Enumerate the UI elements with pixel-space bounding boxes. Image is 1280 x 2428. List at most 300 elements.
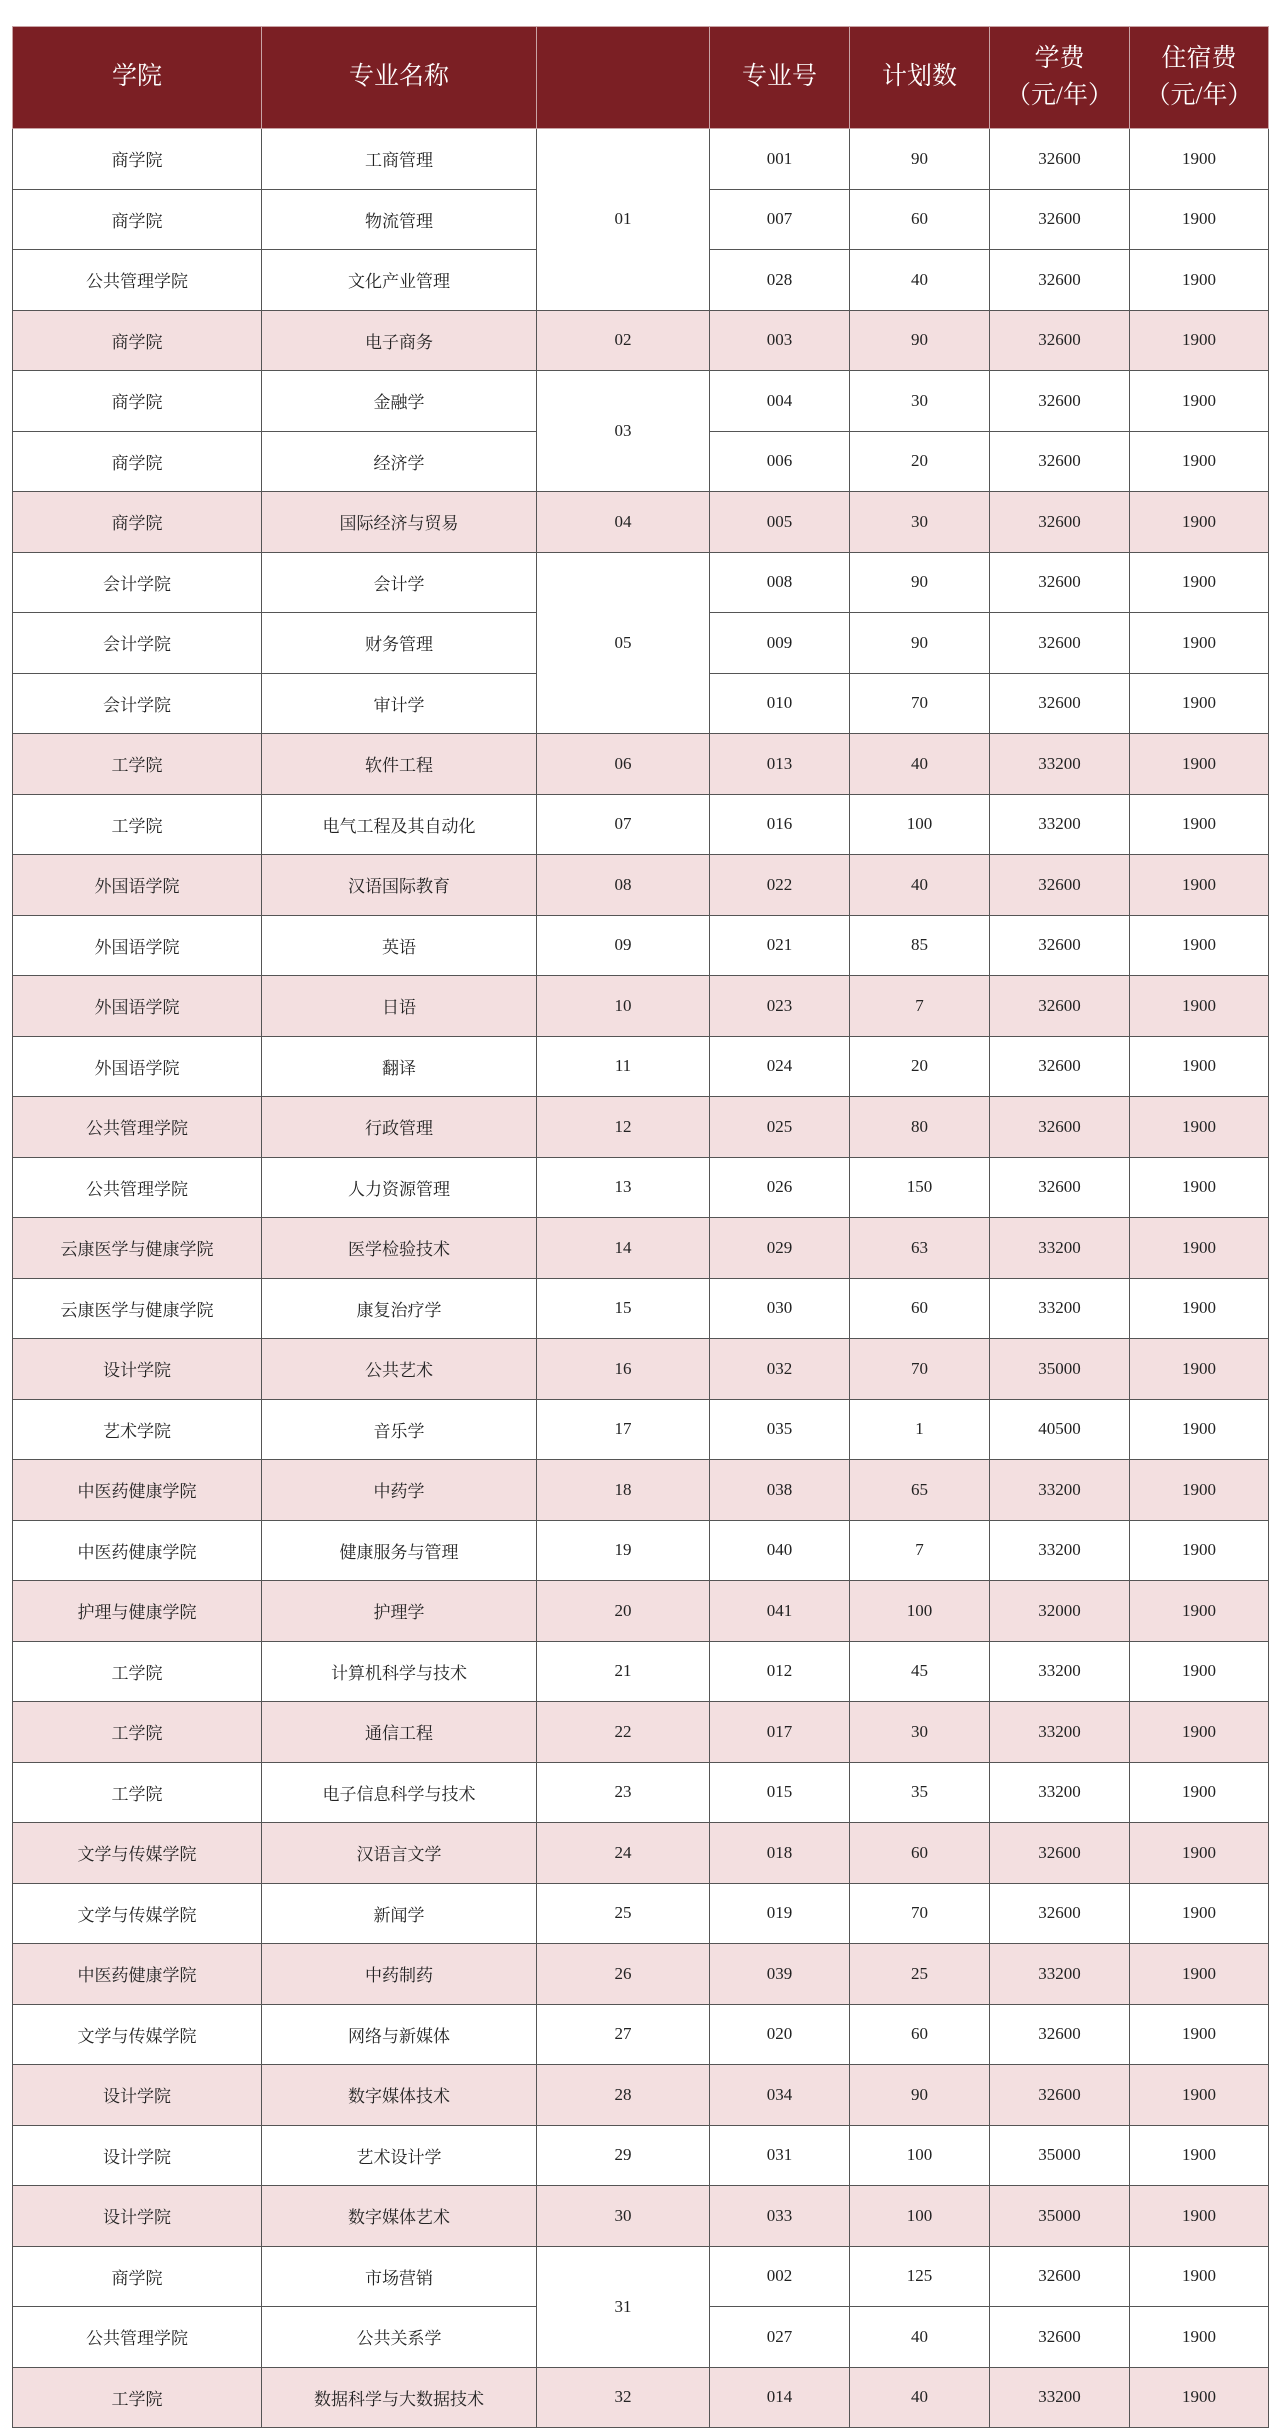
cell-plan-count: 7 <box>850 1520 990 1581</box>
cell-major: 艺术设计学 <box>262 2125 537 2186</box>
cell-plan-count: 90 <box>850 552 990 613</box>
cell-plan-count: 150 <box>850 1157 990 1218</box>
cell-college: 公共管理学院 <box>13 1097 262 1158</box>
table-row <box>13 371 1269 432</box>
table-row <box>13 1883 1269 1944</box>
cell-dorm-fee: 1900 <box>1130 855 1269 916</box>
cell-plan-count: 40 <box>850 2307 990 2368</box>
cell-group: 26 <box>537 1944 710 2005</box>
cell-college: 外国语学院 <box>13 976 262 1037</box>
cell-group: 30 <box>537 2186 710 2247</box>
cell-dorm-fee: 1900 <box>1130 2186 1269 2247</box>
cell-major: 审计学 <box>262 673 537 734</box>
cell-plan-count: 125 <box>850 2246 990 2307</box>
cell-plan-count: 20 <box>850 1036 990 1097</box>
cell-plan-count: 85 <box>850 915 990 976</box>
cell-college: 公共管理学院 <box>13 1157 262 1218</box>
table-row <box>13 1339 1269 1400</box>
cell-major-code: 019 <box>710 1883 850 1944</box>
table-row <box>13 492 1269 553</box>
cell-plan-count: 100 <box>850 794 990 855</box>
cell-group: 04 <box>537 492 710 553</box>
cell-major: 中药制药 <box>262 1944 537 2005</box>
cell-group: 25 <box>537 1883 710 1944</box>
cell-tuition: 32600 <box>990 2307 1130 2368</box>
cell-major: 中药学 <box>262 1460 537 1521</box>
cell-plan-count: 90 <box>850 2065 990 2126</box>
table-row <box>13 2367 1269 2428</box>
cell-tuition: 35000 <box>990 2125 1130 2186</box>
cell-major: 软件工程 <box>262 734 537 795</box>
table-row <box>13 1702 1269 1763</box>
cell-group: 28 <box>537 2065 710 2126</box>
cell-tuition: 35000 <box>990 1339 1130 1400</box>
cell-plan-count: 20 <box>850 431 990 492</box>
cell-major: 文化产业管理 <box>262 250 537 311</box>
cell-college: 工学院 <box>13 1702 262 1763</box>
cell-college: 中医药健康学院 <box>13 1944 262 2005</box>
cell-tuition: 32600 <box>990 1823 1130 1884</box>
cell-college: 工学院 <box>13 2367 262 2428</box>
cell-dorm-fee: 1900 <box>1130 915 1269 976</box>
cell-tuition: 32600 <box>990 371 1130 432</box>
cell-major-code: 002 <box>710 2246 850 2307</box>
cell-dorm-fee: 1900 <box>1130 2004 1269 2065</box>
cell-major-code: 029 <box>710 1218 850 1279</box>
cell-group: 22 <box>537 1702 710 1763</box>
cell-plan-count: 35 <box>850 1762 990 1823</box>
cell-tuition: 32600 <box>990 915 1130 976</box>
cell-major: 数据科学与大数据技术 <box>262 2367 537 2428</box>
cell-major-code: 013 <box>710 734 850 795</box>
cell-college: 设计学院 <box>13 2125 262 2186</box>
cell-college: 工学院 <box>13 734 262 795</box>
table-row <box>13 1278 1269 1339</box>
table-row <box>13 855 1269 916</box>
cell-major-code: 001 <box>710 129 850 190</box>
cell-major-code: 038 <box>710 1460 850 1521</box>
cell-plan-count: 63 <box>850 1218 990 1279</box>
cell-major-code: 007 <box>710 189 850 250</box>
cell-plan-count: 100 <box>850 2186 990 2247</box>
table-row <box>13 1581 1269 1642</box>
cell-plan-count: 40 <box>850 734 990 795</box>
cell-group: 13 <box>537 1157 710 1218</box>
cell-plan-count: 60 <box>850 189 990 250</box>
cell-tuition: 32600 <box>990 855 1130 916</box>
cell-group: 20 <box>537 1581 710 1642</box>
cell-college: 设计学院 <box>13 1339 262 1400</box>
cell-major-code: 035 <box>710 1399 850 1460</box>
table-header-row <box>13 27 1269 129</box>
cell-dorm-fee: 1900 <box>1130 1641 1269 1702</box>
cell-major-code: 031 <box>710 2125 850 2186</box>
cell-college: 云康医学与健康学院 <box>13 1218 262 1279</box>
cell-college: 工学院 <box>13 1762 262 1823</box>
cell-college: 商学院 <box>13 492 262 553</box>
cell-major-code: 032 <box>710 1339 850 1400</box>
cell-major: 工商管理 <box>262 129 537 190</box>
cell-major: 市场营销 <box>262 2246 537 2307</box>
cell-major: 电子商务 <box>262 310 537 371</box>
cell-tuition: 33200 <box>990 734 1130 795</box>
cell-plan-count: 40 <box>850 855 990 916</box>
cell-major: 通信工程 <box>262 1702 537 1763</box>
cell-tuition: 32600 <box>990 673 1130 734</box>
cell-dorm-fee: 1900 <box>1130 1339 1269 1400</box>
cell-group: 18 <box>537 1460 710 1521</box>
cell-group: 11 <box>537 1036 710 1097</box>
cell-dorm-fee: 1900 <box>1130 1762 1269 1823</box>
cell-major: 财务管理 <box>262 613 537 674</box>
header-plan-count: 计划数 <box>850 27 990 129</box>
table-row <box>13 915 1269 976</box>
header-group <box>537 27 710 129</box>
cell-college: 会计学院 <box>13 673 262 734</box>
table-row <box>13 2065 1269 2126</box>
cell-dorm-fee: 1900 <box>1130 371 1269 432</box>
table-row <box>13 2186 1269 2247</box>
cell-major-code: 006 <box>710 431 850 492</box>
cell-plan-count: 7 <box>850 976 990 1037</box>
cell-plan-count: 80 <box>850 1097 990 1158</box>
table-row <box>13 310 1269 371</box>
cell-tuition: 33200 <box>990 1520 1130 1581</box>
table-row <box>13 734 1269 795</box>
cell-tuition: 33200 <box>990 1702 1130 1763</box>
cell-college: 商学院 <box>13 189 262 250</box>
enrollment-plan-table <box>12 26 1269 2428</box>
table-row <box>13 1157 1269 1218</box>
table-row <box>13 1036 1269 1097</box>
cell-plan-count: 60 <box>850 2004 990 2065</box>
cell-major: 康复治疗学 <box>262 1278 537 1339</box>
cell-group: 31 <box>537 2246 710 2367</box>
cell-dorm-fee: 1900 <box>1130 1944 1269 2005</box>
cell-major-code: 033 <box>710 2186 850 2247</box>
cell-tuition: 33200 <box>990 1460 1130 1521</box>
cell-major-code: 030 <box>710 1278 850 1339</box>
table-row <box>13 1097 1269 1158</box>
cell-major-code: 040 <box>710 1520 850 1581</box>
cell-dorm-fee: 1900 <box>1130 734 1269 795</box>
cell-major-code: 012 <box>710 1641 850 1702</box>
cell-group: 03 <box>537 371 710 492</box>
cell-major: 新闻学 <box>262 1883 537 1944</box>
cell-major-code: 003 <box>710 310 850 371</box>
cell-college: 商学院 <box>13 371 262 432</box>
cell-dorm-fee: 1900 <box>1130 250 1269 311</box>
cell-major-code: 018 <box>710 1823 850 1884</box>
cell-college: 文学与传媒学院 <box>13 1883 262 1944</box>
cell-tuition: 32600 <box>990 2065 1130 2126</box>
cell-major: 健康服务与管理 <box>262 1520 537 1581</box>
cell-major-code: 021 <box>710 915 850 976</box>
cell-plan-count: 70 <box>850 673 990 734</box>
cell-major-code: 034 <box>710 2065 850 2126</box>
cell-major: 人力资源管理 <box>262 1157 537 1218</box>
cell-dorm-fee: 1900 <box>1130 189 1269 250</box>
header-major: 专业名称 <box>262 27 537 129</box>
cell-group: 23 <box>537 1762 710 1823</box>
cell-dorm-fee: 1900 <box>1130 1823 1269 1884</box>
cell-tuition: 33200 <box>990 1762 1130 1823</box>
cell-group: 17 <box>537 1399 710 1460</box>
cell-group: 09 <box>537 915 710 976</box>
cell-group: 32 <box>537 2367 710 2428</box>
cell-plan-count: 40 <box>850 2367 990 2428</box>
table-row <box>13 552 1269 613</box>
cell-major: 公共艺术 <box>262 1339 537 1400</box>
cell-major: 网络与新媒体 <box>262 2004 537 2065</box>
cell-major-code: 005 <box>710 492 850 553</box>
cell-dorm-fee: 1900 <box>1130 2065 1269 2126</box>
cell-tuition: 32600 <box>990 431 1130 492</box>
cell-dorm-fee: 1900 <box>1130 1399 1269 1460</box>
cell-tuition: 40500 <box>990 1399 1130 1460</box>
cell-major: 国际经济与贸易 <box>262 492 537 553</box>
cell-major: 公共关系学 <box>262 2307 537 2368</box>
table-row <box>13 1944 1269 2005</box>
cell-tuition: 32600 <box>990 310 1130 371</box>
cell-major: 数字媒体艺术 <box>262 2186 537 2247</box>
cell-group: 05 <box>537 552 710 734</box>
cell-dorm-fee: 1900 <box>1130 1278 1269 1339</box>
cell-college: 外国语学院 <box>13 915 262 976</box>
cell-college: 云康医学与健康学院 <box>13 1278 262 1339</box>
cell-group: 21 <box>537 1641 710 1702</box>
cell-major: 护理学 <box>262 1581 537 1642</box>
cell-dorm-fee: 1900 <box>1130 613 1269 674</box>
cell-dorm-fee: 1900 <box>1130 1702 1269 1763</box>
cell-tuition: 32600 <box>990 250 1130 311</box>
cell-plan-count: 100 <box>850 1581 990 1642</box>
cell-tuition: 32600 <box>990 552 1130 613</box>
cell-group: 16 <box>537 1339 710 1400</box>
cell-plan-count: 45 <box>850 1641 990 1702</box>
table-row <box>13 1823 1269 1884</box>
cell-plan-count: 70 <box>850 1339 990 1400</box>
cell-tuition: 32600 <box>990 189 1130 250</box>
cell-plan-count: 25 <box>850 1944 990 2005</box>
cell-major-code: 023 <box>710 976 850 1037</box>
cell-dorm-fee: 1900 <box>1130 1097 1269 1158</box>
cell-college: 商学院 <box>13 129 262 190</box>
table-row <box>13 1218 1269 1279</box>
cell-college: 中医药健康学院 <box>13 1520 262 1581</box>
cell-dorm-fee: 1900 <box>1130 1883 1269 1944</box>
cell-major: 数字媒体技术 <box>262 2065 537 2126</box>
table-row <box>13 794 1269 855</box>
cell-plan-count: 30 <box>850 371 990 432</box>
cell-major: 金融学 <box>262 371 537 432</box>
table-row <box>13 2246 1269 2307</box>
cell-tuition: 32600 <box>990 2004 1130 2065</box>
cell-major-code: 026 <box>710 1157 850 1218</box>
cell-plan-count: 60 <box>850 1278 990 1339</box>
cell-dorm-fee: 1900 <box>1130 2367 1269 2428</box>
cell-group: 24 <box>537 1823 710 1884</box>
cell-major-code: 010 <box>710 673 850 734</box>
cell-major: 会计学 <box>262 552 537 613</box>
cell-college: 商学院 <box>13 310 262 371</box>
cell-dorm-fee: 1900 <box>1130 1036 1269 1097</box>
cell-tuition: 32600 <box>990 1036 1130 1097</box>
cell-dorm-fee: 1900 <box>1130 794 1269 855</box>
cell-group: 14 <box>537 1218 710 1279</box>
cell-dorm-fee: 1900 <box>1130 492 1269 553</box>
cell-college: 商学院 <box>13 431 262 492</box>
cell-major: 物流管理 <box>262 189 537 250</box>
cell-tuition: 32600 <box>990 129 1130 190</box>
cell-dorm-fee: 1900 <box>1130 976 1269 1037</box>
cell-group: 19 <box>537 1520 710 1581</box>
cell-major: 汉语国际教育 <box>262 855 537 916</box>
cell-major-code: 004 <box>710 371 850 432</box>
cell-major-code: 041 <box>710 1581 850 1642</box>
cell-major-code: 008 <box>710 552 850 613</box>
cell-major-code: 020 <box>710 2004 850 2065</box>
cell-group: 29 <box>537 2125 710 2186</box>
header-dorm-fee: 住宿费 （元/年） <box>1130 27 1269 129</box>
cell-college: 艺术学院 <box>13 1399 262 1460</box>
cell-group: 12 <box>537 1097 710 1158</box>
cell-dorm-fee: 1900 <box>1130 2307 1269 2368</box>
cell-group: 01 <box>537 129 710 311</box>
cell-tuition: 32600 <box>990 1097 1130 1158</box>
table-row <box>13 1641 1269 1702</box>
cell-dorm-fee: 1900 <box>1130 431 1269 492</box>
cell-college: 工学院 <box>13 794 262 855</box>
cell-group: 07 <box>537 794 710 855</box>
cell-major-code: 022 <box>710 855 850 916</box>
table-row <box>13 2125 1269 2186</box>
cell-plan-count: 30 <box>850 1702 990 1763</box>
cell-plan-count: 60 <box>850 1823 990 1884</box>
cell-major: 电气工程及其自动化 <box>262 794 537 855</box>
table-row <box>13 1460 1269 1521</box>
cell-college: 会计学院 <box>13 613 262 674</box>
cell-major: 电子信息科学与技术 <box>262 1762 537 1823</box>
cell-dorm-fee: 1900 <box>1130 1218 1269 1279</box>
cell-major-code: 024 <box>710 1036 850 1097</box>
cell-tuition: 32600 <box>990 976 1130 1037</box>
cell-major: 翻译 <box>262 1036 537 1097</box>
cell-dorm-fee: 1900 <box>1130 129 1269 190</box>
cell-dorm-fee: 1900 <box>1130 673 1269 734</box>
cell-major-code: 015 <box>710 1762 850 1823</box>
cell-group: 02 <box>537 310 710 371</box>
cell-college: 商学院 <box>13 2246 262 2307</box>
cell-major: 日语 <box>262 976 537 1037</box>
cell-major: 英语 <box>262 915 537 976</box>
cell-plan-count: 90 <box>850 613 990 674</box>
cell-dorm-fee: 1900 <box>1130 1157 1269 1218</box>
cell-dorm-fee: 1900 <box>1130 2246 1269 2307</box>
cell-college: 护理与健康学院 <box>13 1581 262 1642</box>
header-major-code: 专业号 <box>710 27 850 129</box>
cell-tuition: 33200 <box>990 1944 1130 2005</box>
table-row <box>13 1399 1269 1460</box>
table-row <box>13 1520 1269 1581</box>
cell-major-code: 009 <box>710 613 850 674</box>
cell-plan-count: 65 <box>850 1460 990 1521</box>
cell-plan-count: 30 <box>850 492 990 553</box>
cell-tuition: 33200 <box>990 2367 1130 2428</box>
cell-plan-count: 1 <box>850 1399 990 1460</box>
header-college: 学院 <box>13 27 262 129</box>
cell-major-code: 017 <box>710 1702 850 1763</box>
table-row <box>13 976 1269 1037</box>
cell-tuition: 33200 <box>990 1218 1130 1279</box>
cell-college: 设计学院 <box>13 2065 262 2126</box>
table-body <box>13 129 1269 2428</box>
cell-college: 工学院 <box>13 1641 262 1702</box>
cell-college: 文学与传媒学院 <box>13 1823 262 1884</box>
cell-tuition: 32600 <box>990 613 1130 674</box>
cell-college: 公共管理学院 <box>13 2307 262 2368</box>
cell-tuition: 32600 <box>990 1883 1130 1944</box>
cell-major: 汉语言文学 <box>262 1823 537 1884</box>
cell-tuition: 33200 <box>990 1278 1130 1339</box>
cell-college: 外国语学院 <box>13 1036 262 1097</box>
cell-group: 06 <box>537 734 710 795</box>
cell-tuition: 33200 <box>990 1641 1130 1702</box>
cell-major-code: 028 <box>710 250 850 311</box>
cell-plan-count: 100 <box>850 2125 990 2186</box>
header-tuition: 学费 （元/年） <box>990 27 1130 129</box>
cell-group: 10 <box>537 976 710 1037</box>
cell-tuition: 32600 <box>990 492 1130 553</box>
cell-group: 08 <box>537 855 710 916</box>
cell-major: 医学检验技术 <box>262 1218 537 1279</box>
cell-college: 设计学院 <box>13 2186 262 2247</box>
cell-dorm-fee: 1900 <box>1130 1460 1269 1521</box>
table-row <box>13 1762 1269 1823</box>
table-row <box>13 129 1269 190</box>
cell-plan-count: 90 <box>850 129 990 190</box>
cell-tuition: 32600 <box>990 2246 1130 2307</box>
cell-dorm-fee: 1900 <box>1130 310 1269 371</box>
cell-plan-count: 40 <box>850 250 990 311</box>
cell-major-code: 027 <box>710 2307 850 2368</box>
cell-plan-count: 70 <box>850 1883 990 1944</box>
cell-major: 经济学 <box>262 431 537 492</box>
cell-major: 计算机科学与技术 <box>262 1641 537 1702</box>
cell-major: 行政管理 <box>262 1097 537 1158</box>
cell-major-code: 025 <box>710 1097 850 1158</box>
cell-group: 27 <box>537 2004 710 2065</box>
cell-major-code: 016 <box>710 794 850 855</box>
cell-dorm-fee: 1900 <box>1130 552 1269 613</box>
cell-tuition: 35000 <box>990 2186 1130 2247</box>
cell-major-code: 039 <box>710 1944 850 2005</box>
cell-college: 公共管理学院 <box>13 250 262 311</box>
cell-tuition: 32000 <box>990 1581 1130 1642</box>
cell-plan-count: 90 <box>850 310 990 371</box>
cell-college: 会计学院 <box>13 552 262 613</box>
cell-group: 15 <box>537 1278 710 1339</box>
cell-college: 中医药健康学院 <box>13 1460 262 1521</box>
table-row <box>13 2004 1269 2065</box>
cell-major-code: 014 <box>710 2367 850 2428</box>
cell-dorm-fee: 1900 <box>1130 1520 1269 1581</box>
cell-dorm-fee: 1900 <box>1130 1581 1269 1642</box>
cell-dorm-fee: 1900 <box>1130 2125 1269 2186</box>
cell-tuition: 33200 <box>990 794 1130 855</box>
cell-college: 文学与传媒学院 <box>13 2004 262 2065</box>
cell-college: 外国语学院 <box>13 855 262 916</box>
